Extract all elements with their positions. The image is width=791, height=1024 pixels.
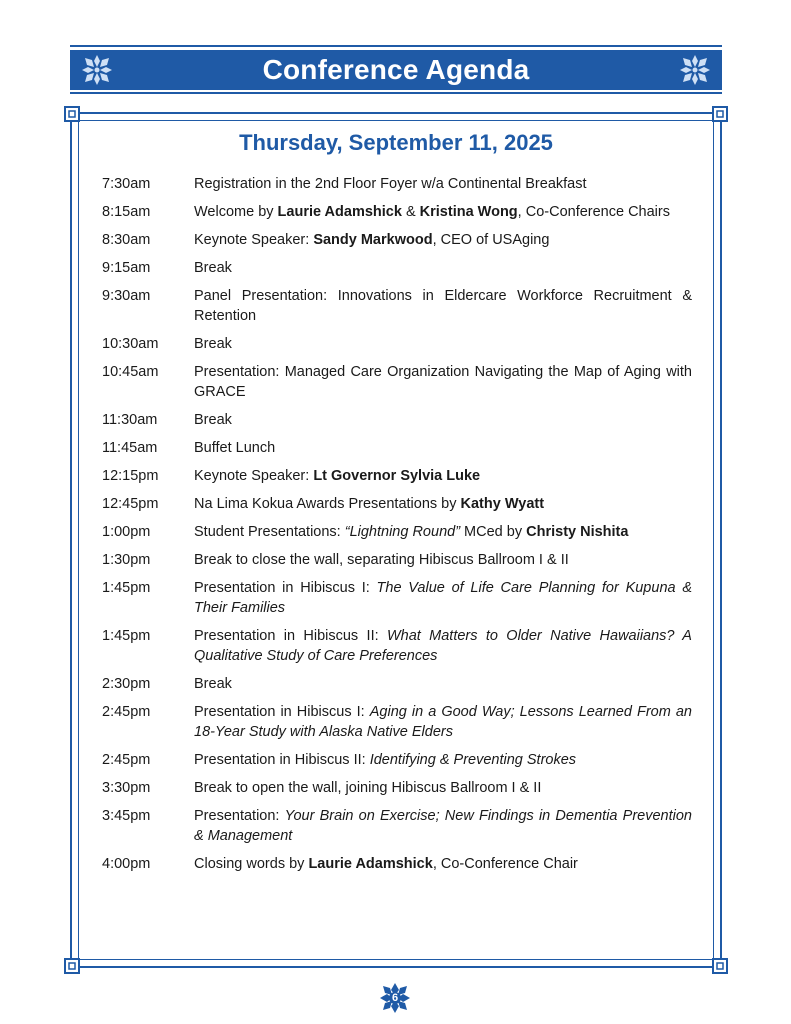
description-text: Break to close the wall, separating Hibiscus Ballroom I & II bbox=[194, 552, 569, 568]
description-text: Registration in the 2nd Floor Foyer w/a Continental Breakfast bbox=[194, 176, 587, 192]
agenda-description bbox=[194, 854, 692, 874]
session-title: “Lightning Round” bbox=[344, 524, 461, 540]
agenda-row bbox=[102, 286, 692, 326]
agenda-description bbox=[194, 578, 692, 618]
description-text: Presentation in Hibiscus I: bbox=[194, 580, 377, 596]
banner-bottom-rule bbox=[70, 92, 722, 94]
speaker-name: Laurie Adamshick bbox=[308, 856, 433, 872]
description-text: , CEO of USAging bbox=[432, 232, 550, 248]
agenda-time: 4:00pm bbox=[102, 856, 151, 872]
agenda-list bbox=[102, 174, 692, 882]
agenda-description bbox=[194, 410, 692, 430]
agenda-description bbox=[194, 258, 692, 278]
agenda-row bbox=[102, 202, 692, 222]
corner-ornament-icon bbox=[712, 958, 728, 974]
speaker-name: Kathy Wyatt bbox=[460, 496, 545, 512]
agenda-time: 9:15am bbox=[102, 260, 151, 276]
speaker-name: Lt Governor Sylvia Luke bbox=[313, 468, 481, 484]
agenda-description bbox=[194, 438, 692, 458]
agenda-row bbox=[102, 362, 692, 402]
agenda-time: 1:45pm bbox=[102, 628, 151, 644]
session-title: The Value of Life Care Planning for Kupuna & Their Families bbox=[194, 580, 692, 616]
agenda-description bbox=[194, 494, 692, 514]
description-text: Presentation: Managed Care Organization Navigating the Map of Aging with GRACE bbox=[194, 364, 692, 400]
agenda-row bbox=[102, 230, 692, 250]
corner-ornament-icon bbox=[64, 106, 80, 122]
agenda-time: 8:30am bbox=[102, 232, 151, 248]
description-text: Presentation in Hibiscus I: bbox=[194, 704, 370, 720]
quilt-motif-icon bbox=[678, 53, 712, 87]
agenda-time: 12:15pm bbox=[102, 468, 159, 484]
agenda-row bbox=[102, 550, 692, 570]
agenda-time: 1:30pm bbox=[102, 552, 151, 568]
agenda-description bbox=[194, 626, 692, 666]
agenda-row bbox=[102, 778, 692, 798]
banner-top-rule bbox=[70, 45, 722, 47]
agenda-row bbox=[102, 750, 692, 770]
description-text: Break to open the wall, joining Hibiscus Ballroom I & II bbox=[194, 780, 542, 796]
description-text: & bbox=[401, 204, 420, 220]
description-text: Break bbox=[194, 336, 232, 352]
description-text: Welcome by bbox=[194, 204, 278, 220]
description-text: MCed by bbox=[460, 524, 527, 540]
agenda-time: 12:45pm bbox=[102, 496, 159, 512]
agenda-row bbox=[102, 494, 692, 514]
description-text: Closing words by bbox=[194, 856, 309, 872]
description-text: Na Lima Kokua Awards Presentations by bbox=[194, 496, 461, 512]
agenda-description bbox=[194, 230, 692, 250]
agenda-row bbox=[102, 410, 692, 430]
agenda-description bbox=[194, 778, 692, 798]
agenda-description bbox=[194, 674, 692, 694]
agenda-row bbox=[102, 174, 692, 194]
agenda-description bbox=[194, 202, 692, 222]
description-text: Presentation in Hibiscus II: bbox=[194, 628, 387, 644]
agenda-row bbox=[102, 854, 692, 874]
agenda-time: 10:30am bbox=[102, 336, 159, 352]
speaker-name: Laurie Adamshick bbox=[277, 204, 402, 220]
agenda-row bbox=[102, 806, 692, 846]
agenda-time: 11:30am bbox=[102, 412, 158, 428]
agenda-row bbox=[102, 674, 692, 694]
agenda-row bbox=[102, 258, 692, 278]
agenda-description bbox=[194, 702, 692, 742]
description-text: , Co-Conference Chairs bbox=[517, 204, 670, 220]
description-text: Presentation: bbox=[194, 808, 285, 824]
agenda-description bbox=[194, 806, 692, 846]
agenda-description bbox=[194, 334, 692, 354]
session-title: Aging in a Good Way; Lessons Learned From an 18-Year Study with Alaska Native Elders bbox=[194, 704, 692, 740]
page-title: Conference Agenda bbox=[262, 54, 530, 85]
agenda-description bbox=[194, 466, 692, 486]
agenda-time: 1:00pm bbox=[102, 524, 151, 540]
description-text: , Co-Conference Chair bbox=[432, 856, 578, 872]
session-title: Identifying & Preventing Strokes bbox=[369, 752, 577, 768]
agenda-time: 11:45am bbox=[102, 440, 158, 456]
corner-ornament-icon bbox=[712, 106, 728, 122]
description-text: Keynote Speaker: bbox=[194, 232, 314, 248]
corner-ornament-icon bbox=[64, 958, 80, 974]
agenda-time: 3:45pm bbox=[102, 808, 151, 824]
agenda-description bbox=[194, 550, 692, 570]
agenda-row bbox=[102, 466, 692, 486]
agenda-row bbox=[102, 578, 692, 618]
agenda-row bbox=[102, 334, 692, 354]
agenda-description bbox=[194, 362, 692, 402]
speaker-name: Kristina Wong bbox=[419, 204, 518, 220]
session-title: What Matters to Older Native Hawaiians? A Qualitative Study of Care Preferences bbox=[194, 628, 692, 664]
agenda-description bbox=[194, 522, 692, 542]
agenda-description bbox=[194, 174, 692, 194]
session-title: Your Brain on Exercise; New Findings in Dementia Prevention & Management bbox=[194, 808, 692, 844]
description-text: Student Presentations: bbox=[194, 524, 345, 540]
agenda-row bbox=[102, 626, 692, 666]
agenda-description bbox=[194, 750, 692, 770]
agenda-time: 2:45pm bbox=[102, 704, 151, 720]
speaker-name: Sandy Markwood bbox=[313, 232, 433, 248]
agenda-time: 2:30pm bbox=[102, 676, 151, 692]
description-text: Break bbox=[194, 676, 232, 692]
day-heading: Thursday, September 11, 2025 bbox=[239, 130, 553, 155]
description-text: Presentation in Hibiscus II: bbox=[194, 752, 370, 768]
description-text: Keynote Speaker: bbox=[194, 468, 314, 484]
agenda-time: 1:45pm bbox=[102, 580, 151, 596]
agenda-time: 3:30pm bbox=[102, 780, 151, 796]
agenda-time: 9:30am bbox=[102, 288, 151, 304]
page-number: 6 bbox=[391, 992, 399, 1004]
header-banner bbox=[70, 50, 722, 90]
speaker-name: Christy Nishita bbox=[526, 524, 629, 540]
description-text: Break bbox=[194, 260, 232, 276]
agenda-time: 8:15am bbox=[102, 204, 151, 220]
agenda-row bbox=[102, 438, 692, 458]
description-text: Break bbox=[194, 412, 232, 428]
agenda-time: 2:45pm bbox=[102, 752, 151, 768]
agenda-time: 10:45am bbox=[102, 364, 159, 380]
description-text: Panel Presentation: Innovations in Eldercare Workforce Recruitment & Retention bbox=[194, 288, 692, 324]
agenda-row bbox=[102, 702, 692, 742]
agenda-row bbox=[102, 522, 692, 542]
agenda-description bbox=[194, 286, 692, 326]
description-text: Buffet Lunch bbox=[194, 440, 276, 456]
agenda-time: 7:30am bbox=[102, 176, 151, 192]
